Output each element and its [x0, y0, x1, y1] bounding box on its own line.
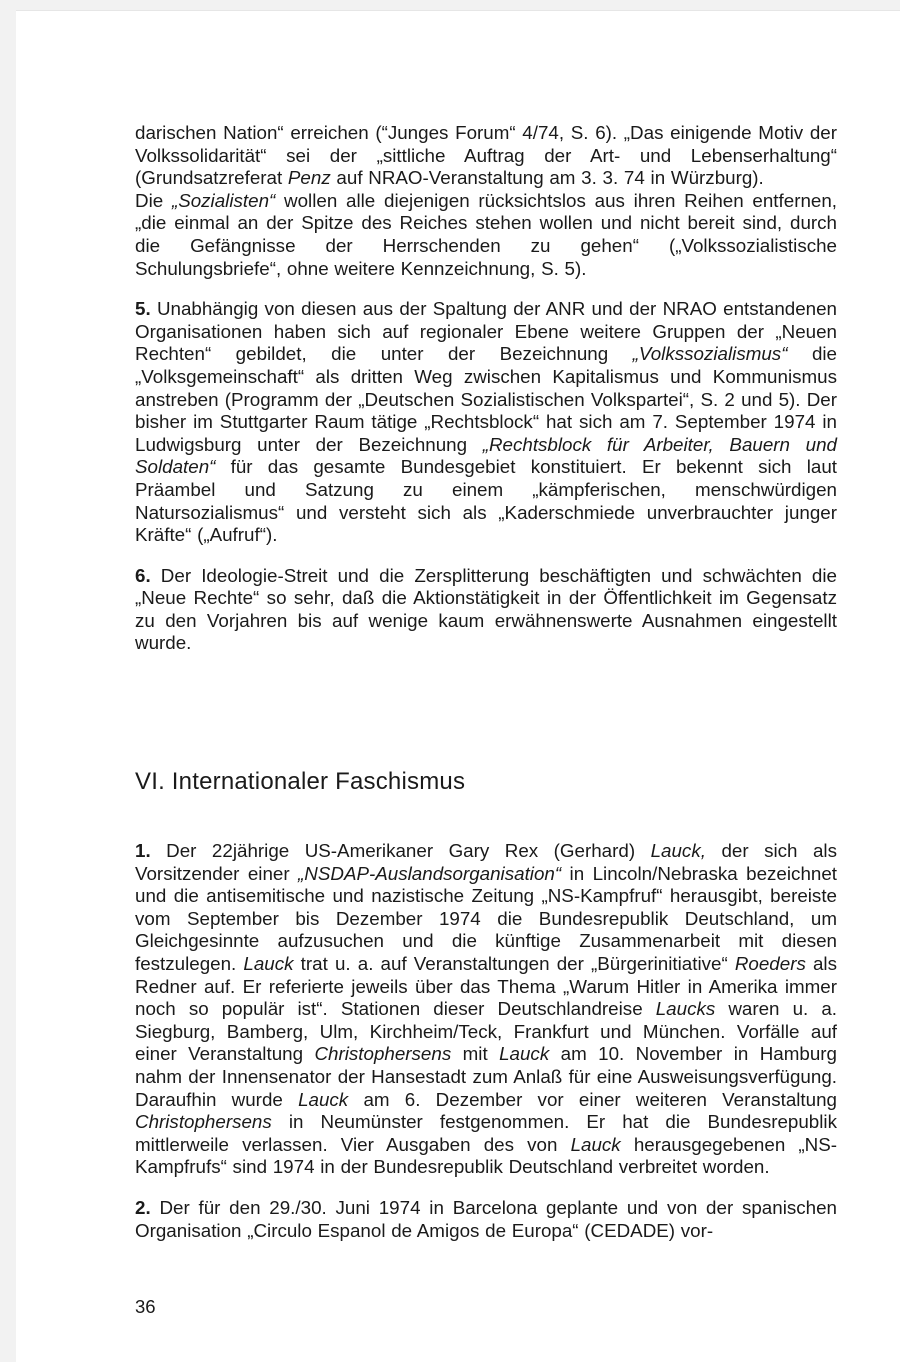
text-block-bottom [135, 840, 837, 1242]
section-heading: VI. Internationaler Faschismus [135, 768, 466, 795]
paragraph: darischen Nation“ erreichen (“Junges Forum“ 4/74, S. 6). „Das einigende Motiv der Volkssolidarität“ sei der „sittliche Auftrag der Art- und Lebenserhaltung“ (Grundsatzreferat Penz auf NRAO-Veranstaltung am 3. 3. 74 in Würzburg). [135, 122, 837, 189]
paragraph: Die „Sozialisten“ wollen alle diejenigen rücksichtslos aus ihren Reihen entfernen, „die einmal an der Spitze des Reiches stehen wollen und nicht bereit sind, durch die Gefängnisse der Herrschenden zu gehen“ („Volkssozialistische Schulungsbriefe“, ohne weitere Kennzeichnung, S. 5). [135, 189, 837, 279]
document-page [16, 10, 900, 1362]
text-block-top [135, 122, 837, 655]
paragraph-number: 5. [135, 298, 151, 320]
paragraph-2: 2. Der für den 29./30. Juni 1974 in Barcelona geplante und von der spanischen Organisation „Circulo Espanol de Amigos de Europa“ (CEDADE) vor- [135, 1196, 837, 1241]
paragraph-5: 5. Unabhängig von diesen aus der Spaltung der ANR und der NRAO entstandenen Organisationen haben sich auf regionaler Ebene weitere Gruppen der „Neuen Rechten“ gebildet, die unter der Bezeichnung „Volkssozialismus“ die „Volksgemeinschaft“ als dritten Weg zwischen Kapitalismus und Kommunismus anstreben (Programm der „Deutschen Sozialistischen Volkspartei“, S. 2 und 5). Der bisher im Stuttgarter Raum tätige „Rechtsblock“ hat sich am 7. September 1974 in Ludwigsburg unter der Bezeichnung „Rechtsblock für Arbeiter, Bauern und Soldaten“ für das gesamte Bundesgebiet konstituiert. Er bekennt sich laut Präambel und Satzung zu einem „kämpferischen, menschwürdigen Natursozialismus“ und versteht sich als „Kaderschmiede unverbrauchter junger Kräfte“ („Aufruf“). [135, 298, 838, 546]
paragraph-number: 2. [135, 1196, 151, 1218]
paragraph-1: 1. Der 22jährige US-Amerikaner Gary Rex (Gerhard) Lauck, der sich als Vorsitzender einer „NSDAP-Auslandsorganisation“ in Lincoln/Nebraska bezeichnet und die antisemitische und nazistische Zeitung „NS-Kampfruf“ herausgibt, bereiste vom September bis Dezember 1974 die Bundesrepublik Deutschland, um Gleichgesinnte aufzusuchen und die künftige Zusammenarbeit mit diesen festzulegen. Lauck trat u. a. auf Veranstaltungen der „Bürgerinitiative“ Roeders als Redner auf. Er referierte jeweils über das Thema „Warum Hitler in Amerika immer noch so populär ist“. Stationen dieser Deutschlandreise Laucks waren u. a. Siegburg, Bamberg, Ulm, Kirchheim/Teck, Frankfurt und München. Vorfälle auf einer Veranstaltung Christophersens mit Lauck am 10. November in Hamburg nahm der Innensenator der Hansestadt zum Anlaß für eine Ausweisungsverfügung. Daraufhin wurde Lauck am 6. Dezember vor einer weiteren Veranstaltung Christophersens in Neumünster festgenommen. Er hat die Bundesrepublik mittlerweile verlassen. Vier Ausgaben des von Lauck herausgegebenen „NS-Kampfrufs“ sind 1974 in der Bundesrepublik Deutschland verbreitet worden. [135, 840, 838, 1178]
page-number: 36 [135, 1296, 156, 1317]
paragraph-number: 1. [135, 840, 151, 861]
paragraph-6: 6. Der Ideologie-Streit und die Zersplitterung beschäftigten und schwächten die „Neue Rechte“ so sehr, daß die Aktionstätigkeit in der Öffentlichkeit im Gegensatz zu den Vorjahren bis auf wenige kaum erwähnenswerte Ausnahmen eingestellt wurde. [135, 564, 837, 654]
paragraph-number: 6. [135, 564, 151, 586]
